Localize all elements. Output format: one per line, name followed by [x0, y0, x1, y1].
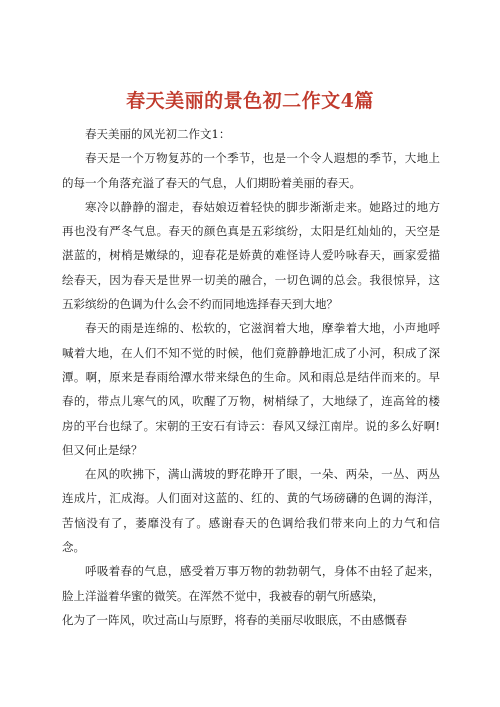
- paragraph-6: 呼吸着春的气息，感受着万事万物的勃勃朝气，身体不由轻了起来，脸上洋溢着华蜜的微笑。在浑然不觉中，我被春的朝气所感染，: [62, 564, 440, 603]
- paragraph-7: 化为了一阵风，吹过高山与原野，将春的美丽尽收眼底，不由感慨春: [62, 612, 407, 627]
- document-title: 春天美丽的景色初二作文4篇: [126, 89, 374, 112]
- paragraph-2: 春天是一个万物复苏的一个季节，也是一个令人遐想的季节，大地上的每一个角落充溢了春天的气息，人们期盼着美丽的春天。: [62, 151, 440, 190]
- paragraph-5: 在风的吹拂下，满山满坡的野花睁开了眼，一朵、两朵，一丛、两丛连成片，汇成海。人们面对这蓝的、红的、黄的气场磅礴的色调的海洋，苦恼没有了，萎靡没有了。感谢春天的色调给我们带来向上的力气和信念。: [62, 467, 440, 555]
- paragraph-4: 春天的雨是连绵的、松软的，它滋润着大地，摩拳着大地，小声地呼喊着大地，在人们不知不觉的时候，他们竟静静地汇成了小河，积成了深潭。啊，原来是春雨给潭水带来绿色的生命。风和雨总是结伴而来的。早春的，带点儿寒气的风，吹醒了万物，树梢绿了，大地绿了，连高耸的楼房的平台也绿了。宋朝的王安石有诗云：春风又绿江南岸。说的多么好啊!但又何止是绿？: [62, 321, 440, 457]
- paragraph-3: 寒冷以静静的溜走，春姑娘迈着轻快的脚步渐渐走来。她路过的地方再也没有严冬气息。春天的颜色真是五彩缤纷，太阳是红灿灿的，天空是湛蓝的，树梢是嫩绿的，迎春花是娇黄的难怪诗人爱吟咏春天，画家爱描绘春天，因为春天是世界一切美的融合，一切色调的总会。我很惊异，这五彩缤纷的色调为什么会不约而同地选择春天到大地？: [62, 199, 440, 312]
- paragraph-1: 春天美丽的风光初二作文1：: [85, 127, 231, 141]
- document-body: [62, 122, 440, 632]
